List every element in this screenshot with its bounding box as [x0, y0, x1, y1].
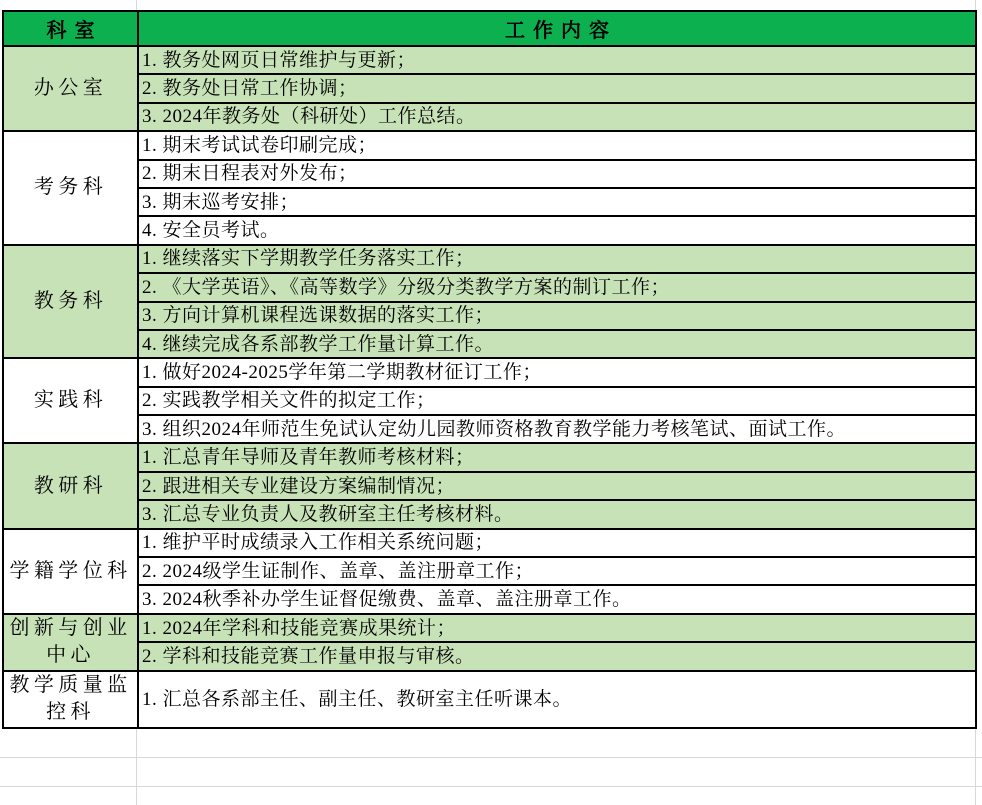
gridline-vertical	[975, 0, 976, 10]
work-item-cell[interactable]: 2. 《大学英语》、《高等数学》分级分类教学方案的制订工作；	[139, 274, 977, 302]
dept-cell-quality-monitoring[interactable]: 教学质量监控科	[4, 672, 139, 729]
dept-cell-exam-affairs[interactable]: 考务科	[4, 132, 139, 246]
work-item-cell[interactable]: 1. 教务处网页日常维护与更新；	[139, 47, 977, 75]
dept-cell-office[interactable]: 办公室	[4, 47, 139, 132]
work-item-cell[interactable]: 1. 期末考试试卷印刷完成；	[139, 132, 977, 160]
gridline-horizontal	[0, 757, 982, 758]
work-item-cell[interactable]: 2. 期末日程表对外发布；	[139, 161, 977, 189]
work-item-cell[interactable]: 3. 方向计算机课程选课数据的落实工作；	[139, 303, 977, 331]
dept-cell-academic-affairs[interactable]: 教务科	[4, 246, 139, 360]
gridline-vertical	[975, 729, 976, 805]
dept-cell-innovation-center[interactable]: 创新与创业中心	[4, 615, 139, 672]
work-table	[2, 10, 977, 729]
work-item-cell[interactable]: 2. 跟进相关专业建设方案编制情况；	[139, 473, 977, 501]
work-item-cell[interactable]: 3. 期末巡考安排；	[139, 189, 977, 217]
work-item-cell[interactable]: 2. 教务处日常工作协调；	[139, 75, 977, 103]
header-content-cell[interactable]: 工作内容	[139, 12, 977, 47]
work-item-cell[interactable]: 2. 实践教学相关文件的拟定工作；	[139, 388, 977, 416]
dept-cell-student-registry[interactable]: 学籍学位科	[4, 530, 139, 615]
header-dept-cell[interactable]: 科室	[4, 12, 139, 47]
work-item-cell[interactable]: 1. 做好2024-2025学年第二学期教材征订工作；	[139, 359, 977, 387]
work-item-cell[interactable]: 1. 汇总青年导师及青年教师考核材料；	[139, 444, 977, 472]
work-item-cell[interactable]: 3. 2024年教务处（科研处）工作总结。	[139, 104, 977, 132]
work-item-cell[interactable]: 2. 学科和技能竞赛工作量申报与审核。	[139, 643, 977, 671]
work-item-cell[interactable]: 2. 2024级学生证制作、盖章、盖注册章工作；	[139, 558, 977, 586]
work-item-cell[interactable]: 3. 组织2024年师范生免试认定幼儿园教师资格教育教学能力考核笔试、面试工作。	[139, 416, 977, 444]
gridline-vertical	[136, 0, 137, 10]
work-item-cell[interactable]: 1. 继续落实下学期教学任务落实工作；	[139, 246, 977, 274]
work-item-cell[interactable]: 4. 安全员考试。	[139, 217, 977, 245]
dept-cell-practice[interactable]: 实践科	[4, 359, 139, 444]
work-item-cell[interactable]: 1. 汇总各系部主任、副主任、教研室主任听课本。	[139, 672, 977, 729]
work-item-cell[interactable]: 1. 2024年学科和技能竞赛成果统计；	[139, 615, 977, 643]
dept-cell-teaching-research[interactable]: 教研科	[4, 444, 139, 529]
gridline-vertical	[136, 729, 137, 805]
gridline-horizontal	[0, 786, 982, 787]
work-item-cell[interactable]: 3. 2024秋季补办学生证督促缴费、盖章、盖注册章工作。	[139, 586, 977, 614]
work-item-cell[interactable]: 1. 维护平时成绩录入工作相关系统问题；	[139, 530, 977, 558]
work-item-cell[interactable]: 3. 汇总专业负责人及教研室主任考核材料。	[139, 501, 977, 529]
work-item-cell[interactable]: 4. 继续完成各系部教学工作量计算工作。	[139, 331, 977, 359]
